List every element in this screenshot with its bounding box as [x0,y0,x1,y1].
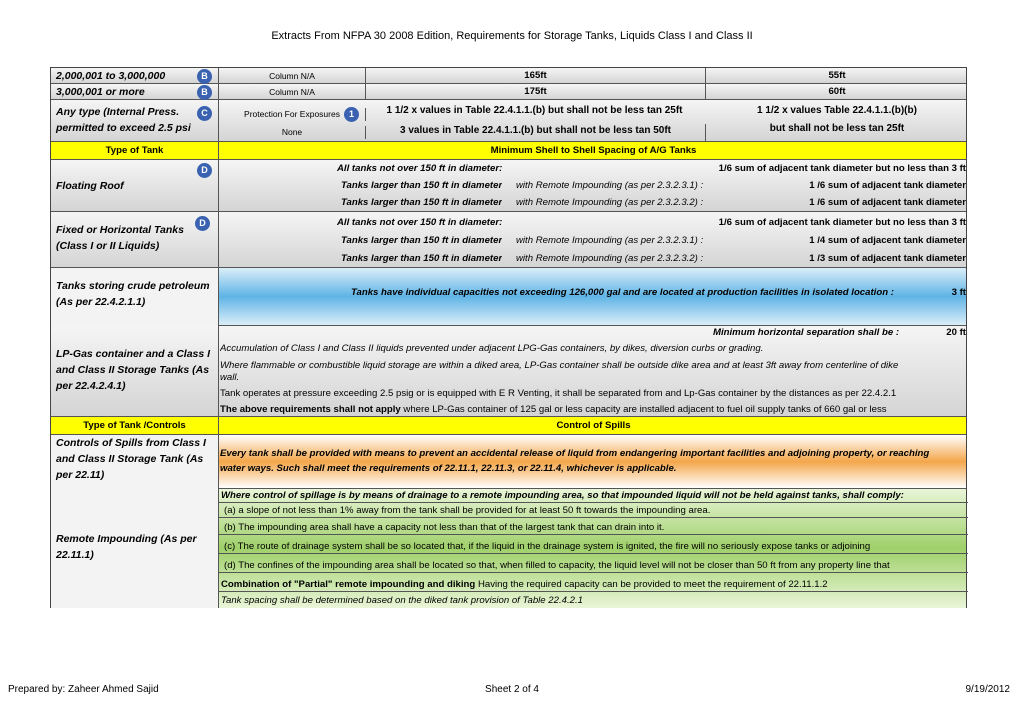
badge-d: D [195,216,210,231]
spacing-cell: 60ft [828,86,846,97]
remote-line: Tank spacing shall be determined based on the diked tank provision of Table 22.4.2.1 [221,595,583,606]
crude-text: Tanks have individual capacities not exceeding 126,000 gal and are located at production facilities in isolated location : [351,287,894,298]
spacing-line-left: Tanks larger than 150 ft in diameter [341,253,503,264]
remote-combo-bold: Combination of "Partial" remote impounding and diking [221,579,476,590]
table-row [51,268,966,326]
spacing-line-right: 1 /6 sum of adjacent tank diameter [809,180,966,191]
doc-date: 9/19/2012 [965,684,1010,695]
lpg-line: wall. [220,372,240,383]
remote-line: (b) The impounding area shall have a capacity not less than that of the largest tank that can drain into it. [219,521,968,535]
spacing-line-right: 1 /3 sum of adjacent tank diameter [809,253,966,264]
spills-label: Controls of Spills from Class I and Class II Storage Tank (As per 22.11) [51,435,219,489]
sheet-number: Sheet 2 of 4 [485,684,539,695]
spills-line: Every tank shall be provided with means to prevent an accidental release of liquid from endangering important facilities and adjoining property, or reaching [220,448,930,459]
capacity-label: 3,000,001 or more [51,84,219,100]
spills-line: water ways. Such shall meet the requirements of 22.11.1, 22.11.3, or 22.11.4, whichever is applicable. [220,463,677,474]
spacing-line-mid: with Remote Impounding (as per 2.3.2.3.2) : [516,253,704,264]
badge-1: 1 [344,107,359,122]
badge-b: B [197,85,212,100]
pressure-value: 1 1/2 x values Table 22.4.1.1.(b)(b) [757,105,917,116]
header-min-spacing: Minimum Shell to Shell Spacing of A/G Tanks [490,145,697,156]
lpg-line: Accumulation of Class I and Class II liquids prevented under adjacent LPG-Gas containers, by dikes, diversion curbs or grading. [220,343,764,354]
spacing-line-right: 1 /4 sum of adjacent tank diameter [809,235,966,246]
spacing-cell: 165ft [366,68,706,84]
min-sep-value: 20 ft [946,327,966,338]
remote-line: (d) The confines of the impounding area shall be located so that, when filled to capacity, the liquid level will not be closer than 50 ft from any property line that [219,559,968,573]
remote-line: Where control of spillage is by means of drainage to a remote impounding area, so that impounded liquid will not be held against tanks, shall comply: [219,489,968,503]
spacing-cell: 55ft [828,70,846,81]
table-row [51,160,966,212]
table-row [51,68,966,84]
lpg-label: LP-Gas container and a Class I and Class II Storage Tanks (As per 22.4.2.4.1) [51,326,219,417]
fixed-tanks-label: Fixed or Horizontal Tanks (Class I or II Liquids) [51,212,219,268]
spacing-line-left: All tanks not over 150 ft in diameter: [337,163,503,174]
table-row [51,326,966,417]
table-row [51,84,966,100]
spacing-line-right: 1/6 sum of adjacent tank diameter but no less than 3 ft [718,217,966,228]
spacing-line-mid: with Remote Impounding (as per 2.3.2.3.1) : [516,180,704,191]
lpg-line: Where flammable or combustible liquid storage are within a diked area, LP-Gas container shall be outside dike area and at least 3ft away from centerline of dike [220,360,899,371]
lpg-line: Tank operates at pressure exceeding 2.5 psig or is equipped with E R Venting, it shall be separated from and Lp-Gas container by the distances as per 22.4.2.1 [220,388,897,399]
protection-cell: Column N/A [219,84,366,100]
floating-roof-label: Floating Roof [51,160,219,212]
pressure-value: 3 values in Table 22.4.1.1.(b) but shall not be less tan 50ft [366,124,706,142]
lpg-line [220,403,887,416]
remote-line: (a) a slope of not less than 1% away from the tank shall be provided for at least 50 ft towards the impounding area. [219,504,968,518]
spacing-line-left: Tanks larger than 150 ft in diameter [341,235,503,246]
header-control-spills: Control of Spills [556,420,631,431]
spacing-line-left: Tanks larger than 150 ft in diameter [341,197,503,208]
remote-combo-rest: Having the required capacity can be provided to meet the requirement of 22.11.1.2 [475,579,828,590]
protection-label: Protection For Exposures [219,108,366,121]
crude-label: Tanks storing crude petroleum (As per 22.4.2.1.1) [51,268,219,326]
pressure-value: 1 1/2 x values in Table 22.4.1.1.(b) but shall not be less tan 25ft [386,105,683,116]
table-row [51,100,966,142]
header-type-controls: Type of Tank /Controls [51,417,219,435]
section-header [51,417,966,435]
requirements-table [50,67,967,608]
header-type-of-tank: Type of Tank [51,142,219,160]
prepared-by: Prepared by: Zaheer Ahmed Sajid [8,684,159,695]
pressure-value: but shall not be less tan 25ft [769,123,905,134]
badge-b: B [197,69,212,84]
remote-line: (c) The route of drainage system shall be so located that, if the liquid in the drainage system is ignited, the fire will no seriously expose tanks or adjoining [219,540,968,554]
badge-c: C [197,106,212,121]
badge-d: D [197,163,212,178]
spacing-line-right: 1 /6 sum of adjacent tank diameter [809,197,966,208]
table-row [51,489,966,608]
protection-cell: Column N/A [219,68,366,84]
remote-line [219,578,968,592]
spacing-line-left: All tanks not over 150 ft in diameter: [337,217,503,228]
document-title: Extracts From NFPA 30 2008 Edition, Requirements for Storage Tanks, Liquids Class I and Class II [271,30,753,42]
lpg-line-rest: where LP-Gas container of 125 gal or less capacity are installed adjacent to fuel oil supply tanks of 660 gal or less [400,404,887,415]
spacing-line-mid: with Remote Impounding (as per 2.3.2.3.1) : [516,235,704,246]
spacing-line-right: 1/6 sum of adjacent tank diameter but no less than 3 ft [718,163,966,174]
spacing-cell: 175ft [366,84,706,100]
protection-none: None [219,126,366,139]
table-row [51,212,966,268]
internal-pressure-label: Any type (Internal Press. permitted to exceed 2.5 psi [51,100,219,142]
remote-label: Remote Impounding (As per 22.11.1) [51,489,219,608]
crude-value: 3 ft [951,287,966,298]
min-sep-label: Minimum horizontal separation shall be : [713,327,900,338]
capacity-label: 2,000,001 to 3,000,000 [51,68,219,84]
section-header [51,142,966,160]
spacing-line-left: Tanks larger than 150 ft in diameter [341,180,503,191]
lpg-line-bold: The above requirements shall not apply [220,404,401,415]
table-row [51,435,966,489]
spacing-line-mid: with Remote Impounding (as per 2.3.2.3.2) : [516,197,704,208]
